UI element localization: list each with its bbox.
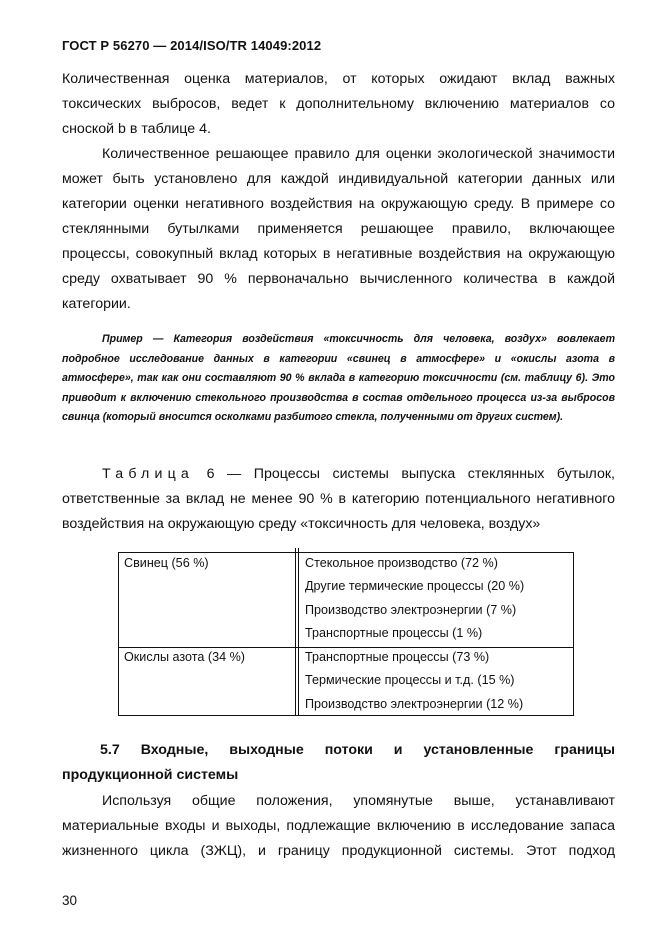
- table-row-item: Производство электроэнергии (12 %): [305, 696, 524, 711]
- table-row-item: Транспортные процессы (73 %): [305, 650, 490, 664]
- table-cell-nitrogen-processes: [305, 646, 523, 716]
- paragraph-inputs-outputs: Используя общие положения, упомянутые выше, устанавливают материальные входы и выходы, подлежащие включению в исследование запаса жизненного цикла (ЗЖЦ), и границу продукционной системы. Этот подход: [62, 793, 615, 859]
- table-row-item: Другие термические процессы (20 %): [305, 579, 525, 594]
- section-number: 5.7: [100, 742, 120, 758]
- page-number: 30: [62, 893, 78, 908]
- table-cell-lead: Свинец (56 %): [124, 556, 209, 570]
- section-heading-line1: [62, 738, 615, 763]
- paragraph-decision-rule: Количественное решающее правило для оценки экологической значимости может быть установлено для каждой индивидуальной категории данных или категории оценки негативного воздействия на окружающую среду. В примере со стеклянными бутылками применяется решающее правило, включающее процессы, совокупный вклад которых в негативные воздействия на окружающую среду охватывает 90 % первоначально вычисленного количества в каждой категории.: [62, 146, 615, 312]
- section-word: и: [393, 742, 403, 758]
- document-header: ГОСТ Р 56270 — 2014/ISO/TR 14049:2012: [62, 38, 322, 53]
- table-row-item: Стекольное производство (72 %): [305, 556, 498, 570]
- section-word: потоки: [324, 742, 373, 758]
- table-row-item: Производство электроэнергии (7 %): [305, 602, 517, 617]
- section-word: выходные: [229, 742, 304, 758]
- processes-table: [118, 552, 574, 716]
- paragraph-material-assessment: Количественная оценка материалов, от которых ожидают вклад важных токсических выбросов, ведет к дополнительному включению материалов со сноской b в таблице 4.: [62, 71, 615, 137]
- table-cell-nitrogen-oxides: Окислы азота (34 %): [124, 650, 245, 664]
- table-caption: [62, 462, 615, 537]
- table-cell-lead-processes: [305, 552, 524, 645]
- section-heading-line2: продукционной системы: [62, 767, 239, 783]
- example-note: Пример — Категория воздействия «токсичность для человека, воздух» вовлекает подробное исследование данных в категории «свинец в атмосфере» и «окислы азота в атмосфере», так как они составляют 90 % вклада в категорию токсичности (см. таблицу 6). Это приводит к включению стекольного производства в состав отдельного процесса из-за выбросов свинца (который вносится осколками разбитого стекла, полученными от других систем).: [62, 333, 615, 424]
- table-column-divider: [295, 548, 299, 716]
- section-word: установленные: [423, 742, 534, 758]
- section-word: Входные,: [140, 742, 209, 758]
- table-caption-label: Таблица: [102, 466, 195, 482]
- table-caption-text: 6 — Процессы системы выпуска стеклянных бутылок, ответственные за вклад не менее 90 % в категорию потенциального негативного воздействия на окружающую среду «токсичность для человека, воздух»: [62, 466, 615, 532]
- table-row-item: Термические процессы и т.д. (15 %): [305, 673, 515, 688]
- section-word: границы: [554, 742, 615, 758]
- section-heading: [62, 738, 615, 788]
- table-row-item: Транспортные процессы (1 %): [305, 625, 483, 640]
